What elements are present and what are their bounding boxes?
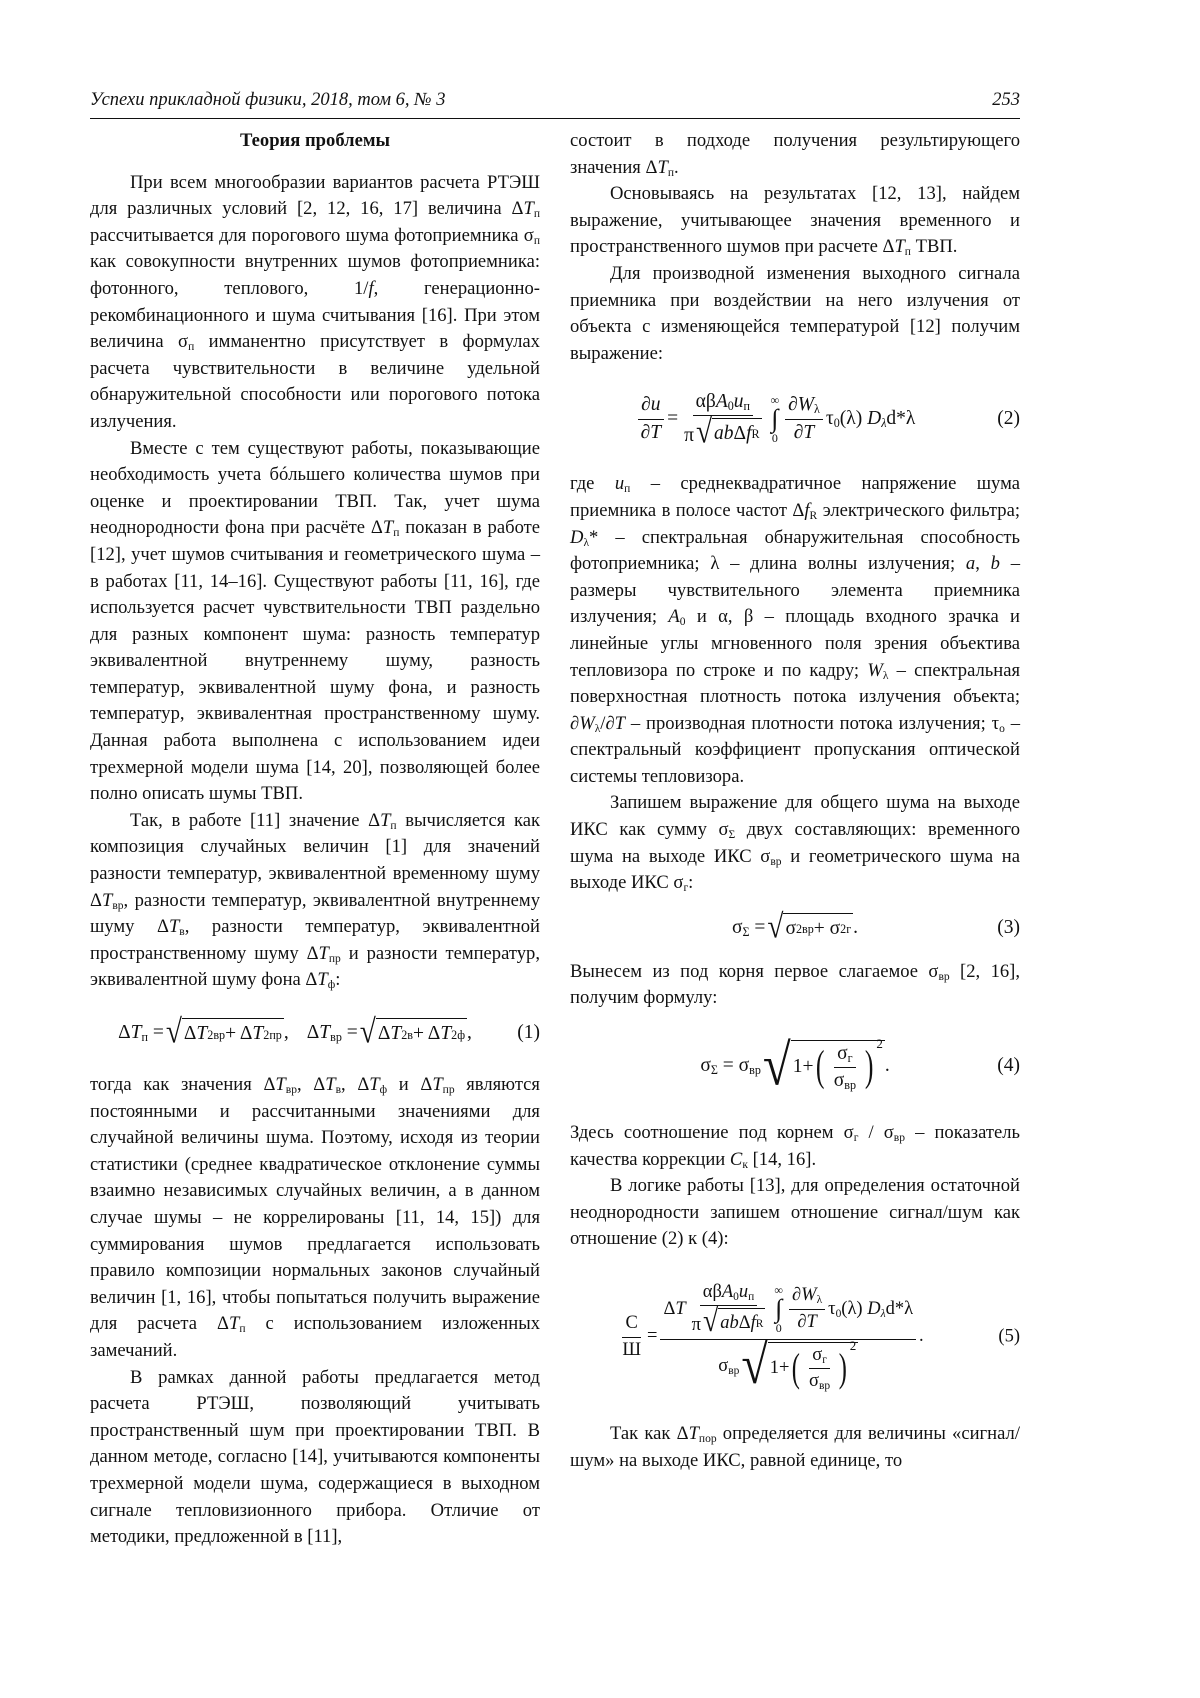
upper-limit: ∞ bbox=[771, 394, 780, 406]
main-fraction bbox=[660, 1282, 916, 1392]
numerator: σг bbox=[809, 1345, 830, 1369]
eq-term: 1+ bbox=[770, 1358, 790, 1379]
equals: = bbox=[667, 408, 678, 430]
fraction bbox=[689, 1282, 769, 1337]
eq-term: ΔTвр = bbox=[307, 1022, 358, 1044]
paragraph: Вынесем из под корня первое слагаемое σвр [2, 16], получим формулу: bbox=[570, 959, 1020, 1012]
eq-radicand: σ 2 вр + σ 2 г bbox=[783, 913, 853, 942]
integral-sign: ∫ bbox=[775, 1296, 782, 1322]
numerator: ∂u bbox=[638, 394, 663, 419]
pi: π bbox=[684, 425, 694, 446]
eq-term: τ0(λ) Dλd*λ bbox=[826, 408, 916, 430]
paragraph: где uп – среднеквадратичное напряжение шума приемника в полосе частот ΔfR электрического фильтра; Dλ* – спектральная обнаружительная способность фотоприемника; λ – длина волны излучения; a, b – размеры чувствительного элемента приемника излучения; A0 и α, β – площадь входного зрачка и линейные углы мгновенного поля зрения объектива тепловизора по строке и по кадру; Wλ – спектральная поверхностная плотность потока излучения объекта; ∂Wλ/∂T – производная плотности потока излучения; τо – спектральный коэффициент пропускания оптической системы тепловизора. bbox=[570, 471, 1020, 790]
eq-term: 1+ bbox=[793, 1056, 814, 1078]
paragraph: Здесь соотношение под корнем σг / σвр – показатель качества коррекции Cк [14, 16]. bbox=[570, 1120, 1020, 1173]
numerator: αβA0uп bbox=[693, 391, 753, 416]
fraction bbox=[831, 1043, 859, 1093]
fraction bbox=[681, 391, 764, 448]
eq-term: ΔTп = bbox=[118, 1022, 164, 1044]
paragraph: При всем многообразии вариантов расчета РТЭШ для различных условий [2, 12, 16, 17] величина ΔTп рассчитывается для порогового шума фотоприемника σп как совокупности внутренних шумов фотоприемника: фотонного, теплового, 1/f, генерационно-рекомбинационного и шума считывания [16]. При этом величина σп имманентно присутствует в формулах расчета чувствительности в величине удельной обнаружительной способности или порогового потока излучения. bbox=[90, 170, 540, 436]
page-number: 253 bbox=[992, 90, 1020, 111]
equation-number: (1) bbox=[517, 1022, 540, 1044]
left-column bbox=[90, 128, 540, 1551]
equation-5 bbox=[570, 1253, 1020, 1421]
numerator: ∂Wλ bbox=[789, 1285, 825, 1309]
denominator: Ш bbox=[619, 1338, 644, 1361]
right-column bbox=[570, 128, 1020, 1474]
integral-sign: ∫ bbox=[771, 406, 778, 432]
lower-limit: 0 bbox=[772, 432, 778, 444]
section-heading: Теория проблемы bbox=[90, 128, 540, 155]
equation-number: (3) bbox=[997, 917, 1020, 939]
numerator: ∂Wλ bbox=[785, 394, 823, 419]
eq-sep: , bbox=[284, 1022, 289, 1044]
paragraph: состоит в подходе получения результирующего значения ΔTп. bbox=[570, 128, 1020, 181]
integral bbox=[774, 1284, 783, 1334]
paragraph: Запишем выражение для общего шума на выходе ИКС как сумму σΣ двух составляющих: временного шума на выходе ИКС σвр и геометрического шума на выходе ИКС σг: bbox=[570, 790, 1020, 896]
journal-title: Успехи прикладной физики, 2018, том 6, № 3 bbox=[90, 90, 445, 110]
equals: = bbox=[647, 1326, 657, 1347]
sqrt: √ σ 2 вр + σ 2 г bbox=[767, 913, 853, 942]
eq-term: ΔT bbox=[663, 1299, 685, 1320]
eq-term: σвр bbox=[718, 1356, 739, 1377]
denominator bbox=[715, 1340, 861, 1393]
paragraph: Так, в работе [11] значение ΔTп вычисляется как композиция случайных величин [1] для значений разности температур, эквивалентной временному шуму ΔTвр, разности температур, эквивалентной внутреннему шуму ΔTв, разности температур, эквивалентной пространственному шуму ΔTпр и разности температур, эквивалентной шуму фона ΔTф: bbox=[90, 808, 540, 994]
fraction bbox=[785, 394, 823, 444]
eq-radicand: ab Δ f R bbox=[712, 418, 762, 447]
equation-1 bbox=[90, 994, 540, 1072]
running-header bbox=[90, 90, 1020, 111]
exponent: 2 bbox=[876, 1037, 883, 1052]
sqrt: √ Δ T 2 вр + Δ T 2 пр bbox=[166, 1018, 284, 1047]
integral bbox=[771, 394, 780, 444]
eq-radicand: Δ T 2 в + Δ T 2 ф bbox=[376, 1018, 467, 1047]
eq-radicand: 1+ ( σг σвр ) 2 bbox=[791, 1040, 885, 1093]
lower-limit: 0 bbox=[776, 1322, 782, 1334]
paragraph: Вместе с тем существуют работы, показывающие необходимость учета бóльшего количества шумов при оценке и проектировании ТВП. Так, учет шума неоднородности фона при расчёте ΔTп показан в работе [12], учет шумов считывания и геометрического шума – в работах [11, 14–16]. Существуют работы [11, 16], где используется расчет чувствительности ТВП раздельно для разных компонент шума: разность температур эквивалентной внутреннему шуму, разность температур, эквивалентной шуму фона, и разность температур, эквивалентная пространственному шуму. Данная работа выполнена с использованием идеи трехмерной модели шума [14, 20], позволяющей более полно описать шумы ТВП. bbox=[90, 436, 540, 808]
denominator: π √ ab Δ f R bbox=[681, 416, 764, 447]
denominator: σвр bbox=[831, 1068, 859, 1092]
fraction bbox=[806, 1345, 833, 1393]
fraction bbox=[789, 1285, 825, 1333]
equation-number: (2) bbox=[997, 408, 1020, 430]
upper-limit: ∞ bbox=[774, 1284, 783, 1296]
paragraph: В рамках данной работы предлагается метод расчета РТЭШ, позволяющий учитывать пространственный шум при проектировании ТВП. В данном методе, согласно [14], учитываются компоненты трехмерной модели шума, содержащиеся в выходном сигнале тепловизионного прибора. Отличие от методики, предложенной в [11], bbox=[90, 1365, 540, 1551]
exponent: 2 bbox=[850, 1339, 857, 1354]
eq-radicand: Δ T 2 вр + Δ T 2 пр bbox=[182, 1018, 284, 1047]
denominator: ∂T bbox=[794, 1310, 819, 1333]
equation-2 bbox=[570, 367, 1020, 471]
sqrt: √ 1+ ( σг σвр ) 2 bbox=[741, 1342, 858, 1393]
equation-3 bbox=[570, 897, 1020, 959]
denominator: ∂T bbox=[791, 420, 818, 444]
paragraph: В логике работы [13], для определения остаточной неоднородности запишем отношение сигнал/шум как отношение (2) к (4): bbox=[570, 1173, 1020, 1253]
paragraph: тогда как значения ΔTвр, ΔTв, ΔTф и ΔTпр являются постоянными и рассчитанными значениями для случайной величины шума. Поэтому, исходя из теории статистики (среднее квадратическое отклонение суммы взаимно независимых случайных величин, а в данном случае шумы – не коррелированы [11, 14, 15]) для суммирования шумов предлагается использовать правило композиции нормальных законов случайный величин [1, 16], чтобы попытаться получить выражение для расчета ΔTп с использованием изложенных замечаний. bbox=[90, 1072, 540, 1365]
numerator: αβA0uп bbox=[700, 1282, 758, 1306]
paragraph: Для производной изменения выходного сигнала приемника при воздействии на него излучения от объекта с изменяющейся температурой [12] получим выражение: bbox=[570, 261, 1020, 367]
paragraph: Так как ΔTпор определяется для величины «сигнал/шум» на выходе ИКС, равной единице, то bbox=[570, 1421, 1020, 1474]
header-rule bbox=[90, 118, 1020, 119]
eq-term: τ0(λ) Dλd*λ bbox=[828, 1299, 913, 1320]
eq-end: . bbox=[853, 917, 858, 939]
equation-number: (4) bbox=[997, 1055, 1020, 1077]
pi: π bbox=[692, 1315, 701, 1335]
denominator: π √ ab Δ f R bbox=[689, 1306, 769, 1336]
numerator bbox=[660, 1282, 916, 1340]
fraction bbox=[638, 394, 665, 444]
numerator: С bbox=[622, 1313, 640, 1337]
eq-term: σΣ = σвр bbox=[700, 1055, 761, 1077]
denominator: ∂T bbox=[638, 420, 665, 444]
eq-radicand: ab Δ f R bbox=[718, 1308, 765, 1336]
numerator: σг bbox=[834, 1043, 855, 1068]
eq-term: σΣ = bbox=[732, 917, 765, 939]
fraction bbox=[619, 1313, 644, 1361]
eq-radicand: 1+ ( σг σвр ) 2 bbox=[768, 1342, 858, 1393]
equation-number: (5) bbox=[998, 1326, 1020, 1347]
eq-end: . bbox=[885, 1055, 890, 1077]
denominator: σвр bbox=[806, 1369, 833, 1392]
eq-end: , bbox=[467, 1022, 472, 1044]
eq-end: . bbox=[919, 1326, 924, 1347]
sqrt: √ Δ T 2 в + Δ T 2 ф bbox=[360, 1018, 467, 1047]
paragraph: Основываясь на результатах [12, 13], найдем выражение, учитывающее значения временного и пространственного шумов при расчете ΔTп ТВП. bbox=[570, 181, 1020, 261]
equation-4 bbox=[570, 1012, 1020, 1120]
sqrt: √ 1+ ( σг σвр ) 2 bbox=[763, 1040, 885, 1093]
